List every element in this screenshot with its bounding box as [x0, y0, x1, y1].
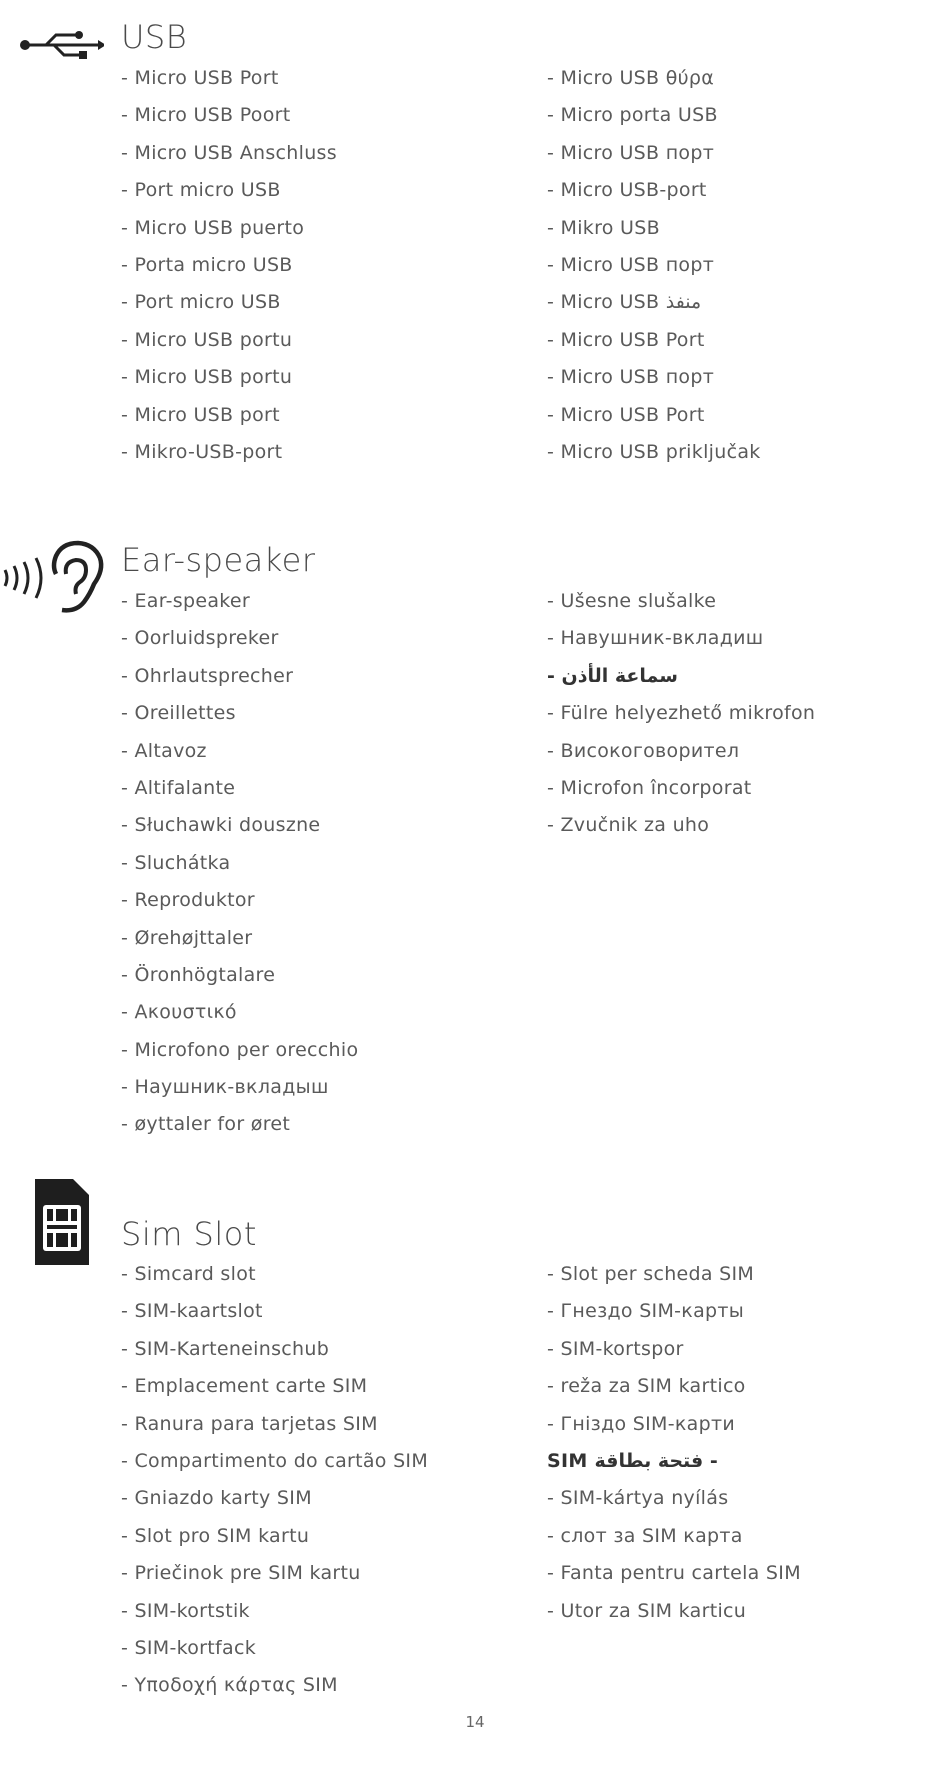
list-item: - Slot per scheda SIM: [547, 1263, 755, 1285]
list-item: - Gniazdo karty SIM: [121, 1487, 312, 1510]
list-item: - Port micro USB: [121, 179, 281, 202]
list-item: - Micro USB Port: [547, 328, 705, 351]
list-item: - Високоговорител: [547, 739, 740, 762]
list-item: - Ohrlautsprecher: [121, 664, 294, 687]
list-item: - Навушник-вкладиш: [547, 627, 764, 650]
list-item: - Micro USB puerto: [121, 216, 305, 239]
list-item: - Micro USB Poort: [121, 104, 291, 127]
list-item: - SIM-kortspor: [547, 1337, 684, 1360]
ear-list-right: [547, 583, 815, 845]
list-item: - SIM-kortstik: [121, 1599, 250, 1622]
list-item: - слот за SIM карта: [547, 1524, 743, 1547]
list-item: - Mikro USB: [547, 216, 660, 239]
list-item: - Наушник-вкладыш: [121, 1076, 329, 1099]
list-item: - Sluchátka: [121, 851, 231, 874]
list-item: - Emplacement carte SIM: [121, 1375, 368, 1398]
list-item: - Compartimento do cartão SIM: [121, 1449, 429, 1472]
list-item: - Simcard slot: [121, 1263, 256, 1285]
ear-list-left: [121, 583, 358, 1144]
list-item: - øyttaler for øret: [121, 1113, 291, 1136]
list-item: - reža za SIM kartico: [547, 1375, 746, 1398]
list-item: - Ακουστικό: [121, 1001, 237, 1024]
list-item: - Slot pro SIM kartu: [121, 1524, 310, 1547]
list-item: - Słuchawki douszne: [121, 814, 321, 837]
list-item: - Fülre helyezhető mikrofon: [547, 702, 816, 725]
list-item: - Mikro-USB-port: [121, 440, 283, 463]
list-item: - Micro porta USB: [547, 104, 718, 127]
list-item: - Öronhögtalare: [121, 963, 276, 986]
sim-card-icon: [35, 1179, 89, 1265]
list-item: - Oorluidspreker: [121, 627, 279, 650]
usb-icon: [18, 28, 104, 62]
list-item: - SIM-kártya nyílás: [547, 1487, 729, 1510]
list-item: - Micro USB порт: [547, 253, 715, 276]
list-item: - Micro USB port: [121, 403, 280, 426]
list-item: - Micro USB порт: [547, 141, 715, 164]
list-item: - Zvučnik za uho: [547, 814, 710, 837]
list-item: - Micro USB منفذ: [547, 291, 702, 314]
usb-title: USB: [121, 18, 188, 56]
ear-speaker-icon: [0, 540, 110, 616]
list-item: - Micro USB portu: [121, 328, 293, 351]
list-item: - Ear-speaker: [121, 590, 251, 612]
list-item: - Υποδοχή κάρτας SIM: [121, 1674, 338, 1697]
list-item: - Micro USB priključak: [547, 440, 761, 463]
ear-speaker-title: Ear-speaker: [121, 541, 316, 579]
list-item: - SIM-kaartslot: [121, 1300, 263, 1323]
sim-slot-title: Sim Slot: [121, 1215, 257, 1253]
list-item: - Port micro USB: [121, 291, 281, 314]
list-item: - Micro USB portu: [121, 366, 293, 389]
list-item: - Ørehøjttaler: [121, 926, 253, 949]
list-item: - Micro USB-port: [547, 179, 707, 202]
list-item: - Microfon încorporat: [547, 776, 752, 799]
page-number: 14: [465, 1713, 485, 1731]
list-item: - Altifalante: [121, 776, 236, 799]
usb-list-right: [547, 60, 761, 471]
list-item: - Micro USB θύρα: [547, 67, 715, 89]
list-item: - Micro USB Anschluss: [121, 141, 337, 164]
list-item: - SIM-Karteneinschub: [121, 1337, 330, 1360]
sim-list-right: [547, 1256, 801, 1630]
list-item: - سماعة الأذن: [547, 664, 678, 687]
list-item: - Micro USB Port: [121, 67, 279, 89]
list-item: - Гніздо SIM-карти: [547, 1412, 735, 1435]
list-item: - Microfono per orecchio: [121, 1038, 359, 1061]
list-item: - Priečinok pre SIM kartu: [121, 1562, 361, 1585]
list-item: - Fanta pentru cartela SIM: [547, 1562, 801, 1585]
list-item: - Utor za SIM karticu: [547, 1599, 747, 1622]
list-item: - Oreillettes: [121, 702, 236, 725]
list-item: - Micro USB порт: [547, 366, 715, 389]
list-item: - SIM-kortfack: [121, 1636, 257, 1659]
list-item: - Ranura para tarjetas SIM: [121, 1412, 378, 1435]
list-item: - Ušesne slušalke: [547, 590, 717, 612]
list-item: - Reproduktor: [121, 889, 255, 912]
usb-list-left: [121, 60, 337, 471]
sim-list-left: [121, 1256, 428, 1705]
list-item: - Гнездо SIM-карты: [547, 1300, 745, 1323]
list-item: - Porta micro USB: [121, 253, 293, 276]
list-item: SIM فتحة بطاقة -: [547, 1449, 718, 1472]
list-item: - Altavoz: [121, 739, 207, 762]
list-item: - Micro USB Port: [547, 403, 705, 426]
